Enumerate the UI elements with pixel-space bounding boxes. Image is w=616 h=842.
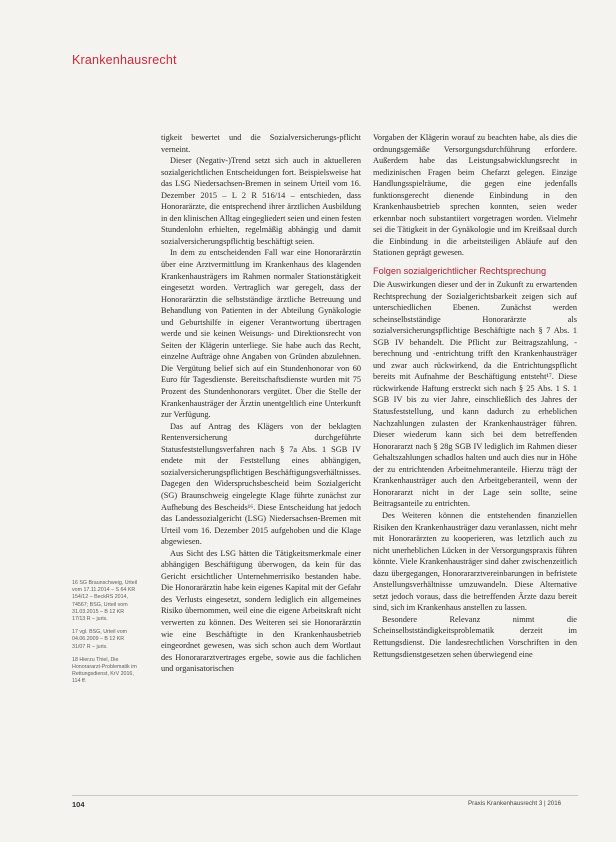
page-number: 104 <box>72 800 85 809</box>
subheading: Folgen sozialgerichtlicher Rechtsprechung <box>373 266 547 277</box>
left-column <box>161 132 361 675</box>
right-column <box>373 132 577 660</box>
paragraph: tigkeit bewertet und die Sozialversicherungs-pflicht verneint. <box>161 133 361 154</box>
footnote: 16 SG Braunschweig, Urteil vom 17.11.2014 – S 64 KR 154/12 – BeckRS 2014, 74567; BSG, Urteil vom 31.03.2015 – B 12 KR 17/13 R – juris. <box>72 580 138 623</box>
footnote: 18 Hierzu Thiel, Die Honorararzt-Problematik im Rettungsdienst, KrV 2016, 114 ff. <box>72 656 137 685</box>
paragraph: Dieser (Negativ-)Trend setzt sich auch in aktuelleren sozialgerichtlichen Entscheidungen fort. Beispielsweise hat das LSG Niedersachsen-Bremen in seinem Urteil vom 16. Dezember 2015 – L 2 R 516/14 – entschieden, dass Honorarärzte, die entsprechend ihrer ärztlichen Ausbildung in den klinischen Alltag eingegliedert seien und einen festen Stundenlohn erhielten, regelmäßig abhängig und damit sozialversicherungspflichtig beschäftigt seien. <box>161 156 361 246</box>
paragraph: Vorgaben der Klägerin worauf zu beachten habe, als dies die ordnungsgemäße Versorgungsdurchführung erfordere. Außerdem habe das Leistungsabwicklungsrecht in medizinischen Fragen beim Chefarzt gelegen. Einzige Handlungsspielräume, die gegen eine jedenfalls funktionsgerecht dienende Einbindung in den Krankenhausbetrieb sprechen konnten, seien weder erkennbar noch substantiiert vorgetragen worden. Vielmehr sei die Tätigkeit in der Gynäkologie und im Kreißsaal durch die Einbindung in die arbeitsteiligen Abläufe auf den Stationen geprägt gewesen. <box>373 133 577 258</box>
paragraph: Aus Sicht des LSG hätten die Tätigkeitsmerkmale einer abhängigen Beschäftigung überwogen, da kein für das Gericht ersichtlicher Unternehmerrisiko bestanden habe. Die Honorarärztin habe kein eigenes Kapital mit der Gefahr des Verlusts eingesetzt, sondern lediglich ein allgemeines Risiko übernommen, weil eine die eigene Arbeitskraft nicht verwerten zu können. Des Weiteren sei sie Honorarärztin wie eine Beschäftigte in den Krankenhausbetrieb eingeordnet gewesen, was sich schon auch dem Wortlaut des Honorararztvertrages ergebe, sowie aus die fachlichen und organisatorischen <box>161 548 361 674</box>
section-title: Krankenhausrecht <box>72 53 177 67</box>
paragraph: In dem zu entscheidenden Fall war eine Honorarärztin über eine Arztvermittlung im Krankenhaus des klagenden Krankenhausträgers im Rahmen normaler Stationstätigkeit eingesetzt worden. Vertraglich war geregelt, dass der Honorarärztin die selbstständige ärztliche Betreuung und Behandlung von Patienten in der Abteilung Gynäkologie und Geburtshilfe in eigener Verantwortung übertragen werde und sie keinen Weisungs- und Direktionsrecht von Seiten der Klägerin unterliege. Sie habe auch das Recht, einzelne Aufträge ohne Angaben von Gründen abzulehnen. Die Vergütung belief sich auf ein Stundenhonorar von 60 Euro für Tagesdienste. Bereitschaftsdienste wurden mit 75 Prozent des Stundenhonorars vergütet. Über die Stelle der Krankenhausträger der Ärztin unentgeltlich eine Unterkunft zur Verfügung. <box>161 248 361 420</box>
paragraph: Besondere Relevanz nimmt die Scheinselbstständigkeitsproblematik derzeit im Rettungsdienst. Die landesrechtlichen Vorschriften in den Rettungsdienstgesetzen sehen überwiegend eine <box>373 614 577 659</box>
footnote: 17 vgl. BSG, Urteil vom 04.06.2009 – B 12 KR 31/07 R – juris. <box>72 629 128 650</box>
journal-footer: Praxis Krankenhausrecht 3 | 2016 <box>468 800 562 807</box>
paragraph: Die Auswirkungen dieser und der in Zukunft zu erwartenden Rechtsprechung der Sozialgerichtsbarkeit zeigen sich auf unterschiedlichen Ebenen. Zunächst werden scheinselbstständige Honorarärzte als sozialversicherungspflichtige Beschäftigte nach § 7 Abs. 1 SGB IV behandelt. Die Pflicht zur Beitragszahlung, -berechnung und -entrichtung trifft den Krankenhausträger und zwar auch rückwirkend, da die Entrichtungspflicht bereits mit Aufnahme der Beschäftigung entsteht¹⁷. Diese rückwirkende Haftung erstreckt sich nach § 25 Abs. 1 S. 1 SGB IV bis zu vier Jahre, einschließlich des Jahres der Statusfeststellung, und kann dadurch zu erheblichen Nachzahlungen zulasten der Krankenhausträger führen. Dieser wiederum kann sich bei dem betreffenden Honorararzt nach § 28g SGB IV lediglich im Rahmen dieser Gehaltszahlungen schadlos halten und auch dies nur in Höhe der zu entrichtenden Arbeitnehmeranteile. Hierzu trägt der Krankenhausträger auch den Arbeitgeberanteil, wenn der Honorararzt nicht in der Lage sein sollte, seine Beitragsanteile zu entrichten. <box>373 280 577 509</box>
footer-divider <box>72 795 578 796</box>
sidenotes <box>72 580 138 692</box>
paragraph: Des Weiteren können die entstehenden finanziellen Risiken den Krankenhausträger dazu veranlassen, nicht mehr mit Honorarärzten zu kooperieren, was letztlich auch zu nicht unerheblichen Lücken in der Versorgungspraxis führen könnte. Viele Krankenhausträger sind daher zwischenzeitlich dazu übergegangen, Honorararztvereinbarungen in befristete Anstellungsverhältnisse umzuwandeln. Diese Alternative setzt jedoch voraus, dass die betreffenden Ärzte dazu bereit sind, sich im Krankenhaus anstellen zu lassen. <box>373 510 577 613</box>
paragraph: Das auf Antrag des Klägers von der beklagten Rentenversicherung durchgeführte Statusfeststellungsverfahren nach § 7a Abs. 1 SGB IV endete mit der Feststellung eines abhängigen, sozialversicherungspflichtigen Beschäftigungsverhältnisses. Dagegen den Widerspruchsbescheid beim Sozialgericht (SG) Braunschweig eingelegte Klage führte zunächst zur Aufhebung des Bescheids¹⁶. Diese Entscheidung hat jedoch das Landessozialgericht (LSG) Niedersachsen-Bremen mit Urteil vom 16. Dezember 2015 aufgehoben und die Klage abgewiesen. <box>161 421 361 547</box>
